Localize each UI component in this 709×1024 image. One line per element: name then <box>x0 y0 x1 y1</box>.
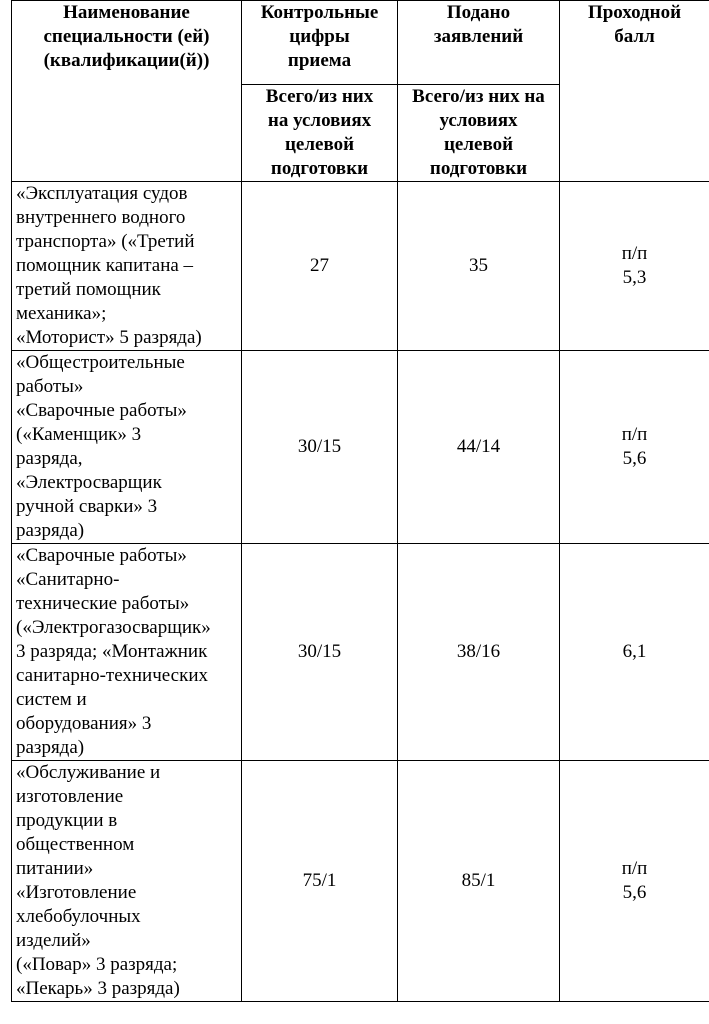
subheader-control-total-targeted: Всего/из них на условиях целевой подготовки <box>242 85 398 182</box>
specialty-name: «Общестроительные работы» «Сварочные работы» («Каменщик» 3 разряда, «Электросварщик ручной сварки» 3 разряда) <box>12 351 242 544</box>
control-figures-value: 30/15 <box>242 351 398 544</box>
admission-table <box>11 0 709 1002</box>
control-figures-value: 75/1 <box>242 761 398 1002</box>
applications-value: 38/16 <box>398 544 560 761</box>
specialty-name: «Эксплуатация судов внутреннего водного транспорта» («Третий помощник капитана – третий помощник механика»; «Моторист» 5 разряда) <box>12 182 242 351</box>
applications-value: 44/14 <box>398 351 560 544</box>
applications-value: 85/1 <box>398 761 560 1002</box>
table-row <box>12 544 709 761</box>
header-specialty: Наименование специальности (ей) (квалификации(й)) <box>12 1 242 182</box>
control-figures-value: 27 <box>242 182 398 351</box>
table-row <box>12 182 709 351</box>
passing-score-value: п/п 5,6 <box>560 351 709 544</box>
table-row <box>12 761 709 1002</box>
subheader-submitted-total-targeted: Всего/из них на условиях целевой подготовки <box>398 85 560 182</box>
passing-score-value: п/п 5,3 <box>560 182 709 351</box>
specialty-name: «Сварочные работы» «Санитарно- технические работы» («Электрогазосварщик» 3 разряда; «Монтажник санитарно-технических систем и оборудования» 3 разряда) <box>12 544 242 761</box>
header-passing-score: Проходной балл <box>560 1 709 182</box>
control-figures-value: 30/15 <box>242 544 398 761</box>
passing-score-value: 6,1 <box>560 544 709 761</box>
passing-score-value: п/п 5,6 <box>560 761 709 1002</box>
header-control-figures: Контрольные цифры приема <box>242 1 398 85</box>
specialty-name: «Обслуживание и изготовление продукции в общественном питании» «Изготовление хлебобулочных изделий» («Повар» 3 разряда; «Пекарь» 3 разряда) <box>12 761 242 1002</box>
header-applications-submitted: Подано заявлений <box>398 1 560 85</box>
table-row <box>12 351 709 544</box>
applications-value: 35 <box>398 182 560 351</box>
